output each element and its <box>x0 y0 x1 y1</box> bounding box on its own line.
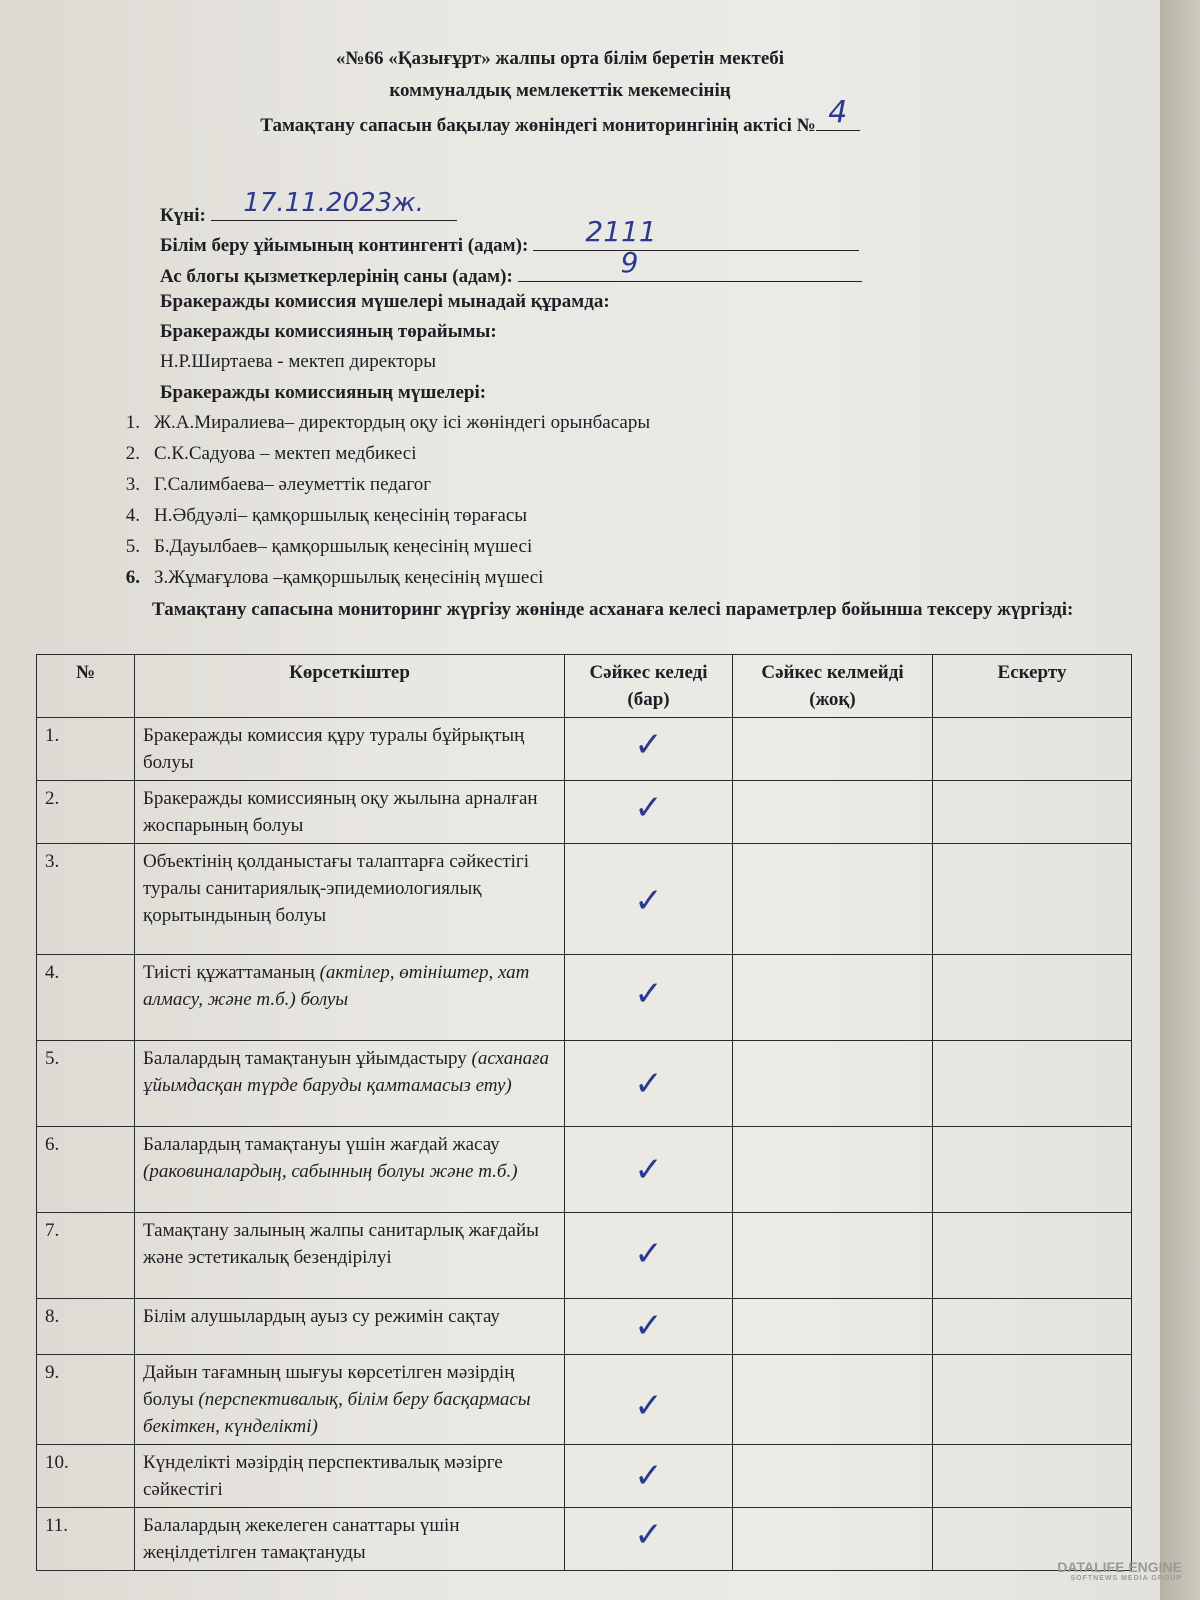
check-mark-icon: ✓ <box>634 725 663 765</box>
row-number: 3. <box>37 844 135 955</box>
staff-value: 9 <box>620 246 639 279</box>
act-number: 4 <box>828 95 848 130</box>
compliant-cell <box>565 844 733 955</box>
commission-intro: Бракеражды комиссия мүшелері мынадай құрамда: <box>160 291 610 312</box>
table-row <box>37 781 1132 844</box>
row-indicator: Балалардың жекелеген санаттары үшін жеңілдетілген тамақтануды <box>135 1508 565 1571</box>
noncompliant-cell <box>733 1041 933 1127</box>
date-value: 17.11.2023ж. <box>243 188 424 218</box>
compliant-cell <box>565 1299 733 1355</box>
row-indicator: Балалардың тамақтануын ұйымдастыру (асханаға ұйымдасқан түрде баруды қамтамасыз ету) <box>135 1041 565 1127</box>
act-title: Тамақтану сапасын бақылау жөніндегі мониторингінің актісі № <box>260 115 816 136</box>
date-row <box>160 188 457 227</box>
noncompliant-cell <box>733 718 933 781</box>
header-line-2: коммуналдық мемлекеттік мекемесінің <box>389 80 731 101</box>
row-number: 11. <box>37 1508 135 1571</box>
column-header-number: № <box>37 655 135 718</box>
remark-cell <box>933 718 1132 781</box>
members-label: Бракеражды комиссияның мүшелері: <box>160 382 487 403</box>
table-row <box>37 1299 1132 1355</box>
noncompliant-cell <box>733 844 933 955</box>
compliant-cell <box>565 1508 733 1571</box>
noncompliant-cell <box>733 781 933 844</box>
member-item: 1. Ж.А.Миралиева– директордың оқу ісі жөніндегі орынбасары <box>125 412 651 433</box>
check-mark-icon: ✓ <box>634 1064 663 1104</box>
row-number: 5. <box>37 1041 135 1127</box>
check-mark-icon: ✓ <box>634 1306 663 1346</box>
row-number: 6. <box>37 1127 135 1213</box>
compliant-cell <box>565 1213 733 1299</box>
compliant-cell <box>565 718 733 781</box>
monitoring-table <box>36 654 1132 1571</box>
row-indicator: Балалардың тамақтануы үшін жағдай жасау (раковиналардың, сабынның болуы және т.б.) <box>135 1127 565 1213</box>
row-indicator: Білім алушылардың ауыз су режимін сақтау <box>135 1299 565 1355</box>
row-indicator: Тиісті құжаттаманың (актілер, өтініштер, хат алмасу, және т.б.) болуы <box>135 955 565 1041</box>
row-indicator: Дайын тағамның шығуы көрсетілген мәзірдің болуы (перспективалық, білім беру басқармасы бекіткен, күнделікті) <box>135 1355 565 1445</box>
table-row <box>37 844 1132 955</box>
member-item: 6. З.Жұмағұлова –қамқоршылық кеңесінің мүшесі <box>125 567 544 588</box>
row-number: 2. <box>37 781 135 844</box>
compliant-cell <box>565 955 733 1041</box>
remark-cell <box>933 1127 1132 1213</box>
noncompliant-cell <box>733 1299 933 1355</box>
compliant-cell <box>565 781 733 844</box>
table-row <box>37 1508 1132 1571</box>
noncompliant-cell <box>733 1445 933 1508</box>
watermark-subtitle: SOFTNEWS MEDIA GROUP <box>1070 1575 1182 1582</box>
noncompliant-cell <box>733 955 933 1041</box>
remark-cell <box>933 955 1132 1041</box>
row-number: 7. <box>37 1213 135 1299</box>
table-header-row <box>37 655 1132 718</box>
table-row <box>37 1041 1132 1127</box>
remark-cell <box>933 844 1132 955</box>
table-row <box>37 1213 1132 1299</box>
check-mark-icon: ✓ <box>634 1386 663 1426</box>
compliant-cell <box>565 1041 733 1127</box>
check-mark-icon: ✓ <box>634 1515 663 1555</box>
noncompliant-cell <box>733 1355 933 1445</box>
row-number: 8. <box>37 1299 135 1355</box>
noncompliant-cell <box>733 1213 933 1299</box>
table-row <box>37 1355 1132 1445</box>
noncompliant-cell <box>733 1127 933 1213</box>
header-line-1: «№66 «Қазығұрт» жалпы орта білім беретін мектебі <box>335 48 785 69</box>
compliant-cell <box>565 1445 733 1508</box>
check-mark-icon: ✓ <box>634 788 663 828</box>
column-header-noncompliant: Сәйкес келмейді (жоқ) <box>733 655 933 718</box>
member-item: 2. С.К.Садуова – мектеп медбикесі <box>125 443 417 464</box>
row-indicator: Бракеражды комиссияның оқу жылына арналған жоспарының болуы <box>135 781 565 844</box>
table-row <box>37 955 1132 1041</box>
inspection-intro: Тамақтану сапасына мониторинг жүргізу жөнінде асханаға келесі параметрлер бойынша тексеру жүргізді: <box>152 599 1074 620</box>
staff-row <box>160 246 862 288</box>
table-row <box>37 718 1132 781</box>
remark-cell <box>933 1213 1132 1299</box>
remark-cell <box>933 1355 1132 1445</box>
row-indicator: Күнделікті мәзірдің перспективалық мәзірге сәйкестігі <box>135 1445 565 1508</box>
remark-cell <box>933 781 1132 844</box>
row-number: 4. <box>37 955 135 1041</box>
member-item: 5. Б.Дауылбаев– қамқоршылық кеңесінің мүшесі <box>125 536 533 557</box>
watermark-logo <box>1057 1559 1182 1582</box>
staff-label: Ас блогы қызметкерлерінің саны (адам): <box>160 266 513 287</box>
compliant-cell <box>565 1355 733 1445</box>
remark-cell <box>933 1445 1132 1508</box>
member-item: 4. Н.Әбдуәлі– қамқоршылық кеңесінің төрағасы <box>125 505 528 526</box>
column-header-compliant: Сәйкес келеді (бар) <box>565 655 733 718</box>
chair-name: Н.Р.Ширтаева - мектеп директоры <box>160 351 437 372</box>
row-indicator: Бракеражды комиссия құру туралы бұйрықтың болуы <box>135 718 565 781</box>
watermark-title: DATALIFE ENGINE <box>1057 1559 1182 1575</box>
row-indicator: Объектінің қолданыстағы талаптарға сәйкестігі туралы санитариялық-эпидемиологиялық қорытындының болуы <box>135 844 565 955</box>
table-row <box>37 1127 1132 1213</box>
remark-cell <box>933 1041 1132 1127</box>
row-number: 9. <box>37 1355 135 1445</box>
remark-cell <box>933 1299 1132 1355</box>
contingent-label: Білім беру ұйымының контингенті (адам): <box>160 235 529 256</box>
check-mark-icon: ✓ <box>634 881 663 921</box>
check-mark-icon: ✓ <box>634 1456 663 1496</box>
header-line-3 <box>120 95 1000 137</box>
compliant-cell <box>565 1127 733 1213</box>
check-mark-icon: ✓ <box>634 974 663 1014</box>
row-number: 10. <box>37 1445 135 1508</box>
contingent-value: 2111 <box>585 215 657 248</box>
date-label: Күні: <box>160 205 206 226</box>
check-mark-icon: ✓ <box>634 1234 663 1274</box>
table-row <box>37 1445 1132 1508</box>
column-header-indicators: Көрсеткіштер <box>135 655 565 718</box>
row-indicator: Тамақтану залының жалпы санитарлық жағдайы және эстетикалық безендірілуі <box>135 1213 565 1299</box>
row-number: 1. <box>37 718 135 781</box>
noncompliant-cell <box>733 1508 933 1571</box>
chair-label: Бракеражды комиссияның төрайымы: <box>160 321 497 342</box>
column-header-remark: Ескерту <box>933 655 1132 718</box>
member-item: 3. Г.Салимбаева– әлеуметтік педагог <box>125 474 431 495</box>
check-mark-icon: ✓ <box>634 1150 663 1190</box>
page-edge <box>1160 0 1200 1600</box>
